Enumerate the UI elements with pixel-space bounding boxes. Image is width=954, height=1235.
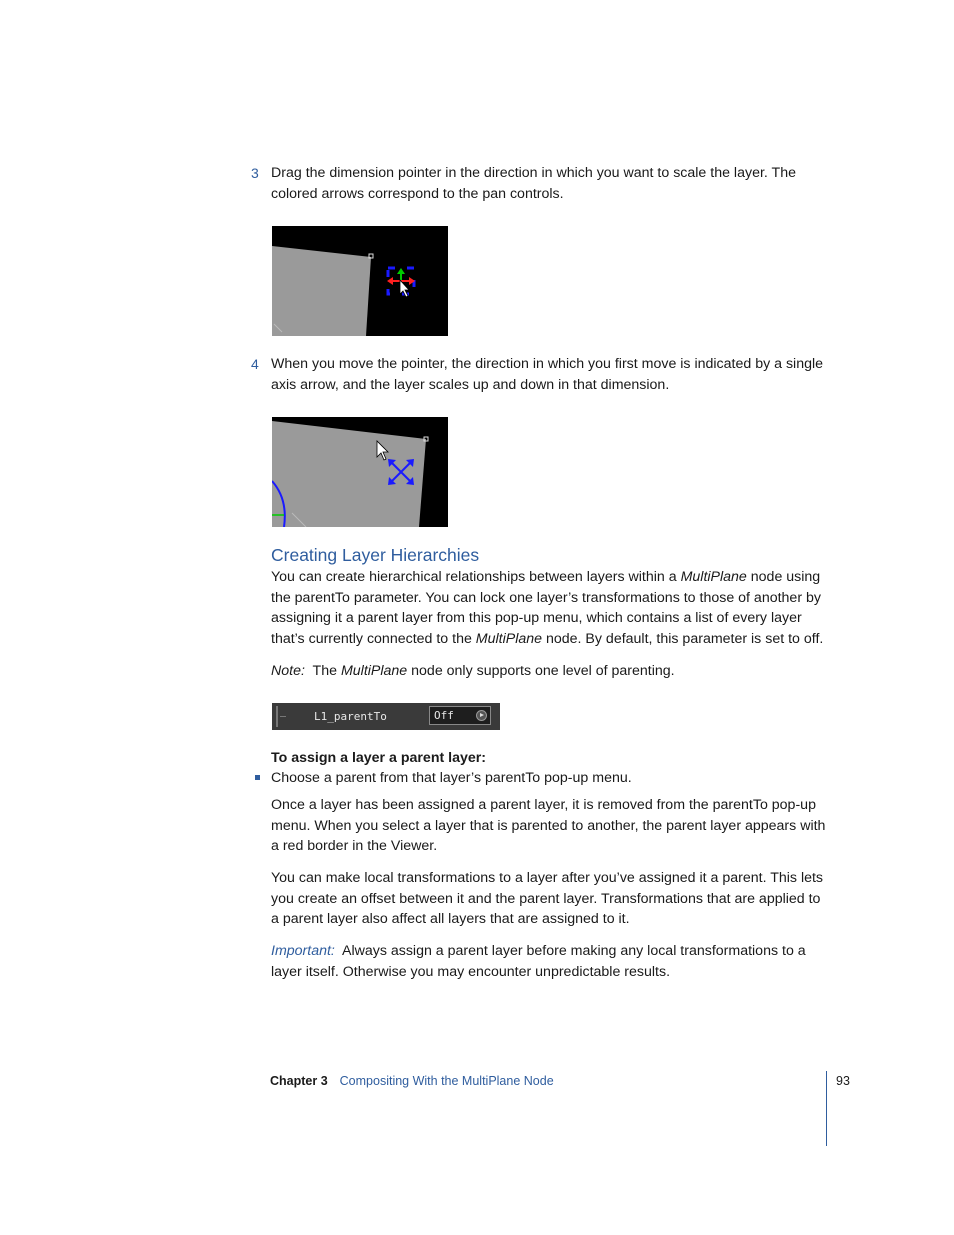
step-text-4: When you move the pointer, the direction in which you first move is indicated by a single axis arrow, and the layer scales up and down in that dimension.: [271, 356, 824, 393]
intro-text-1: You can create hierarchical relationships between layers within a: [271, 569, 681, 585]
section-heading: Creating Layer Hierarchies: [271, 545, 480, 565]
note-paragraph: [271, 661, 831, 682]
popup-divider: [276, 706, 278, 727]
intro-paragraph: [271, 567, 831, 649]
parentto-popup-value: Off: [434, 709, 454, 722]
step-number-4: 4: [251, 356, 259, 372]
intro-text-2: node using the parentTo parameter. You can lock one layer’s transformations to those of another by assigning it a parent layer from this pop-up menu, which contains a list of every layer that’s currently connected to the: [271, 569, 821, 647]
note-text-1: The: [304, 663, 341, 679]
page-number: 93: [836, 1074, 850, 1088]
footer-divider-line: [826, 1071, 827, 1146]
important-paragraph: [271, 941, 831, 982]
step-number-3: 3: [251, 165, 259, 181]
intro-text-3: node. By default, this parameter is set to off.: [542, 630, 824, 647]
note-label: Note:: [271, 663, 305, 679]
layer-plane: [272, 246, 371, 336]
step-text-3: Drag the dimension pointer in the direction in which you want to scale the layer. The colored arrows correspond to the pan controls.: [271, 165, 796, 202]
bullet-text: Choose a parent from that layer’s parentTo pop-up menu.: [271, 770, 632, 786]
note-multiplane: MultiPlane: [340, 663, 408, 679]
bullet-marker: [255, 775, 260, 780]
footer-chapter-title: Compositing With the MultiPlane Node: [339, 1074, 554, 1088]
viewer-figure-1-graphic: [272, 226, 448, 336]
popup-arrow-icon: [476, 710, 487, 721]
dimension-pointer-icon: [387, 268, 415, 297]
footer-chapter-line: [270, 1073, 554, 1089]
paragraph-parent-removed: Once a layer has been assigned a parent layer, it is removed from the parentTo pop-up menu. When you select a layer that is parented to another, the parent layer appears with a red border in the Viewer.: [271, 797, 826, 854]
parentto-popup-menu[interactable]: [429, 706, 491, 725]
footer-chapter: Chapter 3: [270, 1074, 328, 1088]
important-text: Always assign a parent layer before making any local transformations to a layer itself. Otherwise you may encounter unpredictable results.: [271, 943, 810, 980]
intro-multiplane-2: MultiPlane: [475, 630, 543, 647]
viewer-figure-2-graphic: [272, 417, 448, 527]
task-heading: To assign a layer a parent layer:: [271, 750, 487, 766]
viewer-figure-scale-pointer: [272, 226, 448, 336]
intro-multiplane-1: MultiPlane: [680, 569, 747, 585]
paragraph-local-transformations: You can make local transformations to a layer after you’ve assigned it a parent. This lets you create an offset between it and the parent layer. Transformations that are applied to a parent layer also affect all layers that are assigned to it.: [271, 870, 824, 927]
note-text-2: node only supports one level of parenting.: [407, 663, 675, 679]
viewer-figure-axis-arrow: [272, 417, 448, 527]
parentto-label: L1_parentTo: [314, 710, 387, 723]
parentto-popup-figure: [272, 703, 500, 730]
popup-tick: [280, 716, 286, 717]
important-label: Important:: [271, 943, 335, 959]
